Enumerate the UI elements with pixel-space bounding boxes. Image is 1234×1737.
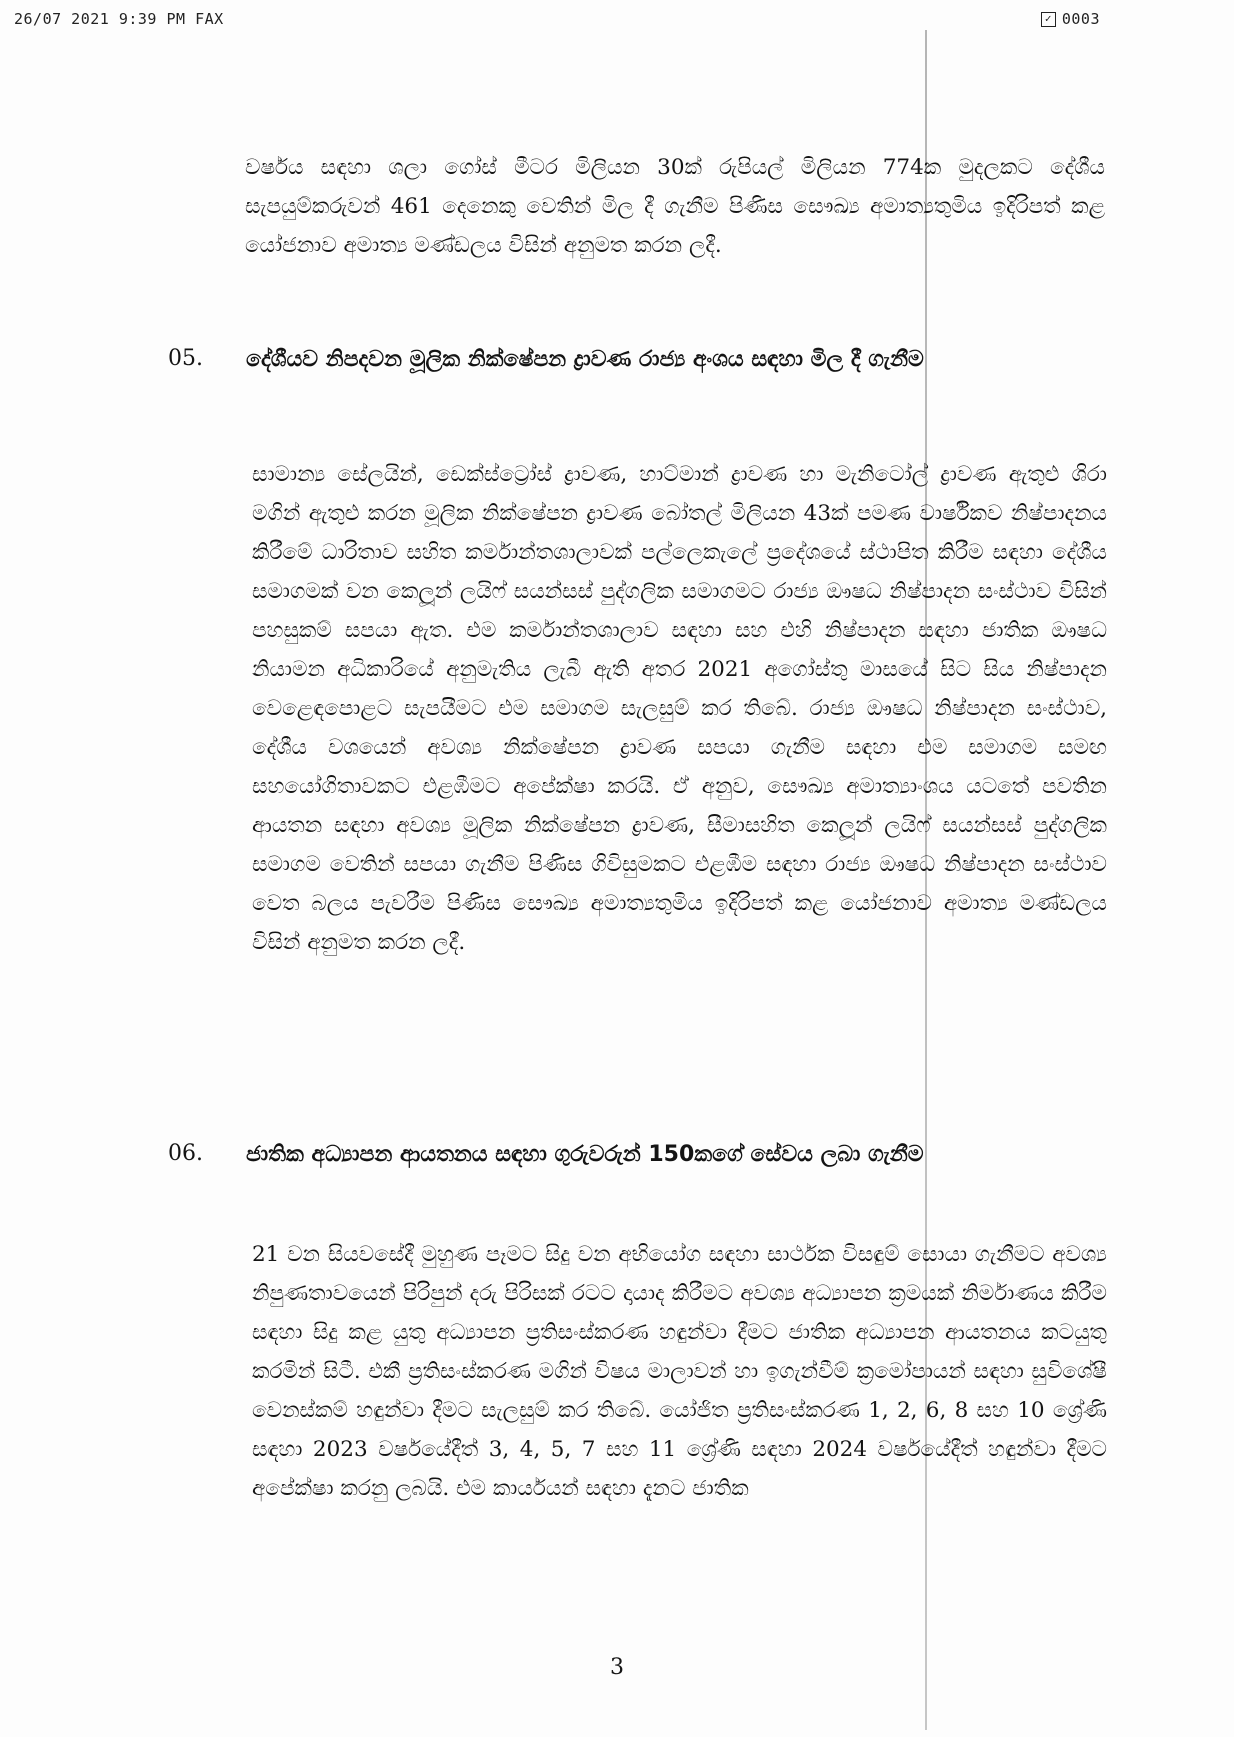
section-number: 05. [168, 346, 203, 371]
section-number: 06. [168, 1141, 203, 1166]
fax-page-code-text: 0003 [1061, 10, 1100, 28]
section-05-body: සාමාන්‍ය සේලයින්, ඩෙක්ස්ට්‍රෝස් ද්‍රාවණ, හාට්මාන් ද්‍රාවණ හා මැනිටෝල් ද්‍රාවණ ඇතුළු ශිරා මගින් ඇතුළු කරන මූලික නික්ෂේපන ද්‍රාවණ බෝතල් මිලියන 43ක් පමණ වාර්ෂිකව නිෂ්පාදනය කිරීමේ ධාරිතාව සහිත කර්මාන්තශාලාවක් පල්ලෙකැලේ ප්‍රදේශයේ ස්ථාපිත කිරීම සඳහා දේශීය සමාගමක් වන කෙලූන් ලයිෆ් සයන්සස් පුද්ගලික සමාගමට රාජ්‍ය ඖෂධ නිෂ්පාදන සංස්ථාව විසින් පහසුකම් සපයා ඇත. එම කර්මාන්තශාලාව සඳහා සහ එහි නිෂ්පාදන සඳහා ජාතික ඖෂධ නියාමන අධිකාරියේ අනුමැතිය ලැබී ඇති අතර 2021 අගෝස්තු මාසයේ සිට සිය නිෂ්පාදන වෙළෙඳපොළට සැපයීමට එම සමාගම සැලසුම් කර තිබේ. රාජ්‍ය ඖෂධ නිෂ්පාදන සංස්ථාව, දේශීය වශයෙන් අවශ්‍ය නික්ෂේපන ද්‍රාවණ සපයා ගැනීම සඳහා එම සමාගම සමඟ සහයෝගිතාවකට එළඹීමට අපේක්ෂා කරයි. ඒ අනුව, සෞඛ්‍ය අමාත්‍යාංශය යටතේ පවතින ආයතන සඳහා අවශ්‍ය මූලික නික්ෂේපන ද්‍රාවණ, සීමාසහිත කෙලූන් ලයිෆ් සයන්සස් පුද්ගලික සමාගම වෙතින් සපයා ගැනීම පිණිස ගිවිසුමකට එළඹීම සඳහා රාජ්‍ය ඖෂධ නිෂ්පාදන සංස්ථාව වෙත බලය පැවරීම පිණිස සෞඛ්‍ය අමාත්‍යතුමිය ඉදිරිපත් කළ යෝජනාව අමාත්‍ය මණ්ඩලය විසින් අනුමත කරන ලදී. [252, 462, 1107, 955]
check-box-icon: ✓ [1041, 12, 1056, 27]
fax-timestamp: 26/07 2021 9:39 PM FAX [14, 10, 224, 28]
continued-paragraph: වර්ෂය සඳහා ශලා ගෝස් මීටර මිලියන 30ක් රුපියල් මිලියන 774ක මුදලකට දේශීය සැපයුම්කරුවන් 461 දෙනෙකු වෙතින් මිල දී ගැනීම පිණිස සෞඛ්‍ය අමාත්‍යතුමිය ඉදිරිපත් කළ යෝජනාව අමාත්‍ය මණ්ඩලය විසින් අනුමත කරන ලදී. [245, 155, 1105, 258]
section-06-body: 21 වන සියවසේදී මුහුණ පෑමට සිදු වන අභියෝග සඳහා සාර්ථක විසඳුම් සොයා ගැනීමට අවශ්‍ය නිපුණතාවයෙන් පිරිපුන් දරු පිරිසක් රටට දායාද කිරීමට අවශ්‍ය අධ්‍යාපන ක්‍රමයක් නිර්මාණය කිරීම සඳහා සිදු කළ යුතු අධ්‍යාපන ප්‍රතිසංස්කරණ හඳුන්වා දීමට ජාතික අධ්‍යාපන ආයතනය කටයුතු කරමින් සිටී. එකී ප්‍රතිසංස්කරණ මගින් විෂය මාලාවන් හා ඉගැන්වීම් ක්‍රමෝපායන් සඳහා සුවිශේෂී වෙනස්කම් හඳුන්වා දීමට සැලසුම් කර තිබේ. යෝජිත ප්‍රතිසංස්කරණ 1, 2, 6, 8 සහ 10 ශ්‍රේණි සඳහා 2023 වර්ෂයේදීත් 3, 4, 5, 7 සහ 11 ශ්‍රේණි සඳහා 2024 වර්ෂයේදීත් හඳුන්වා දීමට අපේක්ෂා කරනු ලබයි. එම කාර්යයන් සඳහා දැනට ජාතික [252, 1242, 1107, 1501]
page-number: 3 [610, 1655, 624, 1680]
fax-page-code [1041, 10, 1100, 28]
section-title: දේශීයව නිපදවන මූලික නික්ෂේපන ද්‍රාවණ රාජ්‍ය අංශය සඳහා මිල දී ගැනීම [246, 347, 924, 372]
section-title: ජාතික අධ්‍යාපන ආයතනය සඳහා ගුරුවරුන් 150කගේ සේවය ලබා ගැනීම [246, 1142, 924, 1167]
fax-header [14, 10, 1220, 34]
